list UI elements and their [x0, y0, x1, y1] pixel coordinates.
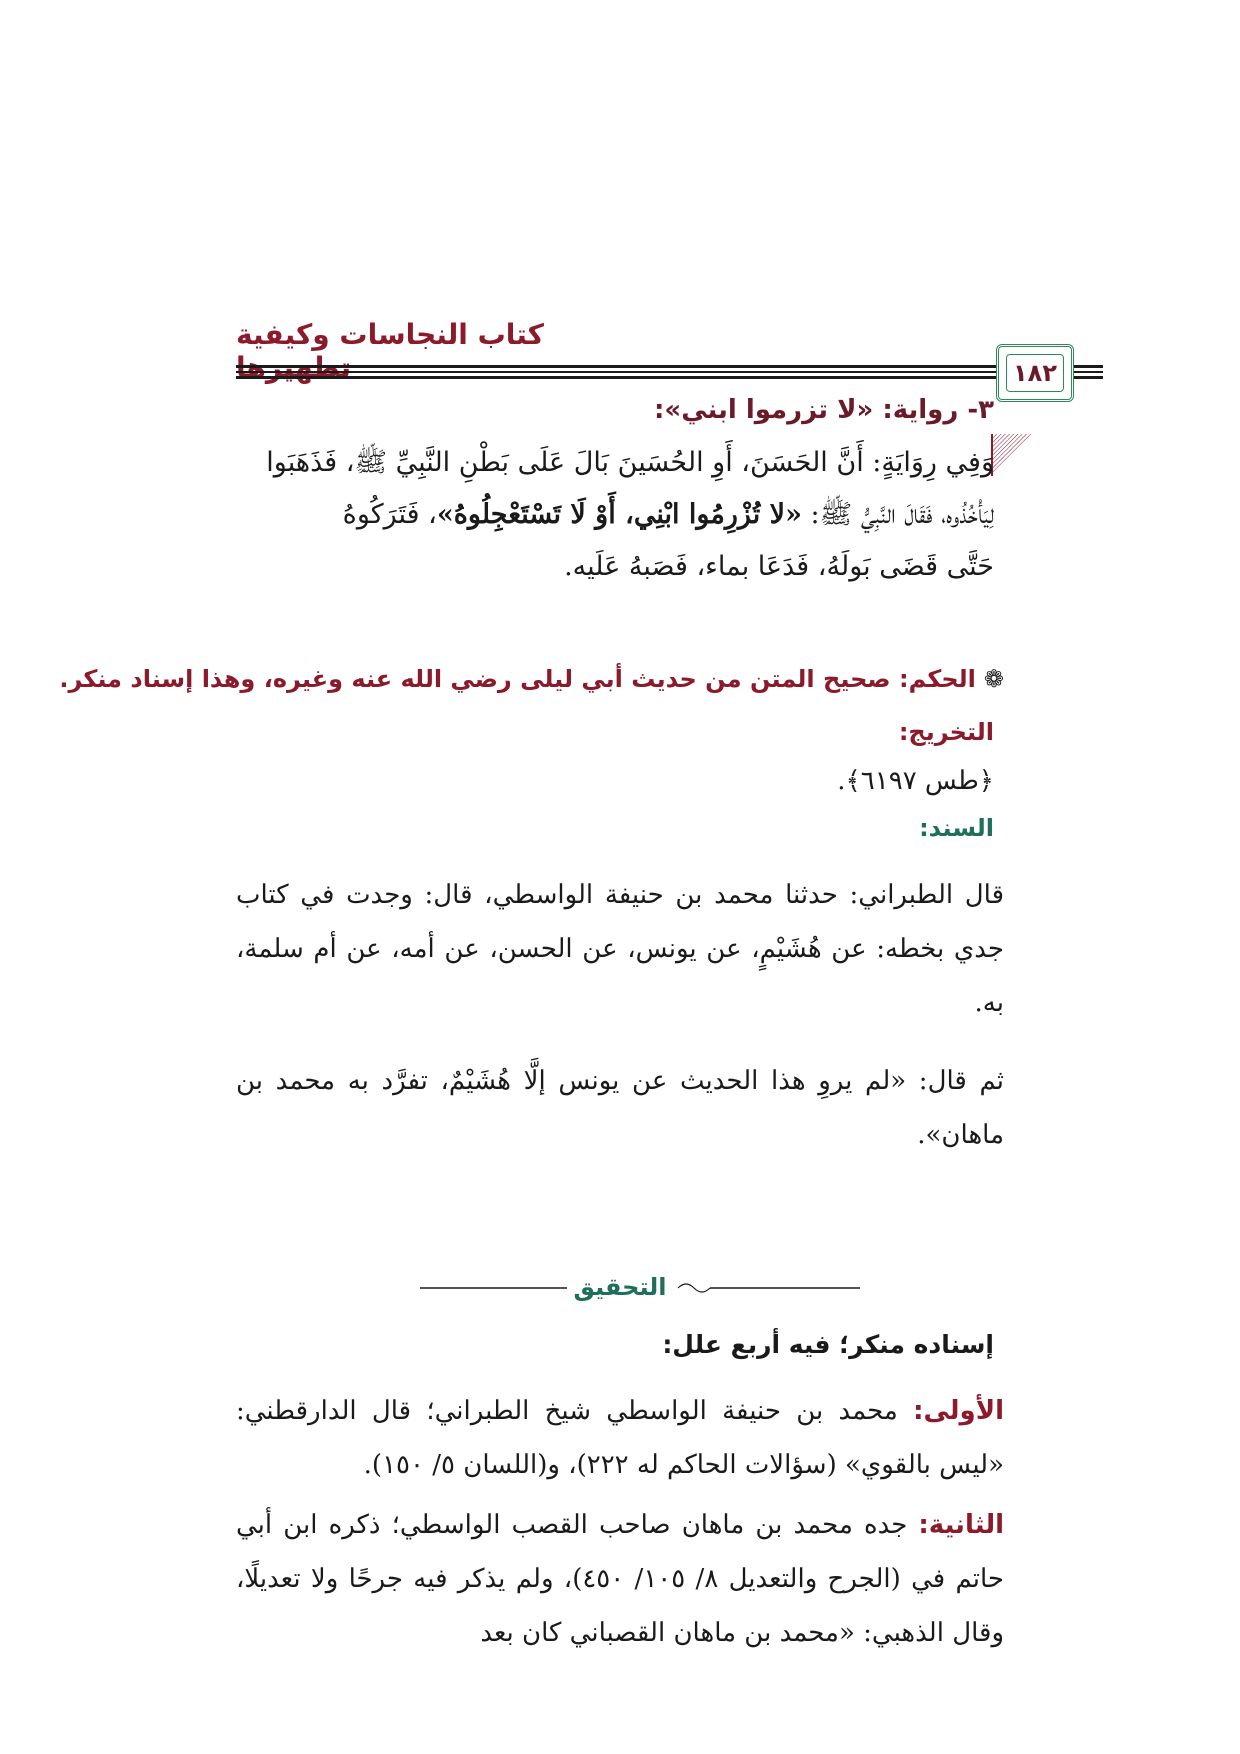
corner-ornament-icon — [990, 432, 1034, 476]
section-heading: ٣- رواية: «لا تزرموا ابني»: — [654, 395, 994, 425]
hadith-quote: «لا تُزْرِمُوا ابْنِي، أَوْ لَا تَسْتَعْجِلُوهُ» — [436, 499, 802, 530]
first-defect-label: الأولى: — [913, 1396, 1004, 1426]
takhrij-heading: التخريج: — [898, 718, 994, 746]
flower-icon: ❁ — [983, 665, 1004, 693]
header-rule — [1073, 376, 1103, 379]
page-number: ١٨٢ — [1006, 354, 1064, 392]
sanad-paragraph: قال الطبراني: حدثنا محمد بن حنيفة الواسطي، قال: وجدت في كتاب جدي بخطه: عن هُشَيْمٍ، عن يونس، عن الحسن، عن أمه، عن أم سلمة، به. — [236, 880, 1005, 1018]
narration-text: لِيَأْخُذُوه، فَقَالَ النَّبِيُّ ﷺ: — [801, 499, 994, 530]
takhrij-text: ﴿طس ٦١٩٧﴾. — [837, 766, 994, 796]
header-rule — [236, 371, 996, 373]
ruling-text: صحيح المتن من حديث أبي ليلى رضي الله عنه وغيره، وهذا إسناد منكر. — [59, 665, 891, 693]
narration-line — [234, 489, 994, 541]
header-rule — [236, 365, 996, 368]
narration-text: ، فَتَرَكُوهُ — [342, 499, 437, 530]
ruling — [59, 665, 1004, 693]
second-defect-text: جده محمد بن ماهان صاحب القصب الواسطي؛ ذكره ابن أبي حاتم في (الجرح والتعديل ٨/ ١٠٥/ ٤٥٠)، ولم يذكر فيه جرحًا ولا تعديلًا، وقال الذهبي: «محمد بن ماهان القصباني كان بعد — [236, 1510, 1005, 1648]
header-rule — [236, 376, 996, 379]
header-rule — [1073, 371, 1103, 373]
tahqiq-intro: إسناده منكر؛ فيه أربع علل: — [662, 1330, 994, 1359]
first-defect-text: محمد بن حنيفة الواسطي شيخ الطبراني؛ قال الدارقطني: «ليس بالقوي» (سؤالات الحاكم له ٢٢٢)، و(اللسان ٥/ ١٥٠). — [236, 1396, 1004, 1480]
second-defect-paragraph — [236, 1498, 1004, 1660]
first-defect-paragraph — [236, 1384, 1004, 1492]
ruling-label: الحكم: — [898, 665, 976, 693]
narration-line: وَفِي رِوَايَةٍ: أَنَّ الحَسَنَ، أَوِ الحُسَينَ بَالَ عَلَى بَطْنِ النَّبِيِّ ﷺ، فَذَهَبَوا — [266, 447, 994, 478]
second-defect-label: الثانية: — [918, 1510, 1004, 1540]
tahqiq-label: التحقيق — [567, 1273, 672, 1301]
sanad-heading: السند: — [919, 814, 994, 842]
header-rule — [1073, 365, 1103, 368]
sanad-paragraph: ثم قال: «لم يروِ هذا الحديث عن يونس إلَّا هُشَيْمٌ، تفرَّد به محمد بن ماهان». — [236, 1066, 1004, 1150]
book-title: كتاب النجاسات وكيفية — [236, 318, 544, 351]
tahqiq-heading — [0, 1273, 1240, 1301]
page-number-badge — [996, 344, 1074, 402]
narration-line: حَتَّى قَضَى بَولَهُ، فَدَعَا بماء، فَصَبهُ عَلَيه. — [564, 551, 994, 582]
